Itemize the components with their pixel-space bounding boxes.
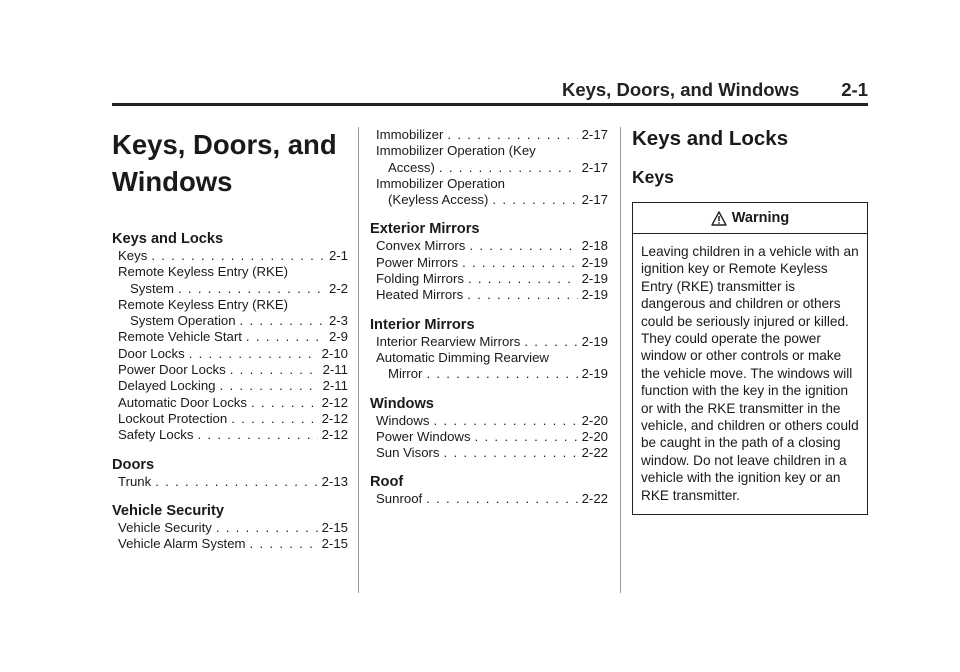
toc-section-title: Doors xyxy=(112,456,155,473)
toc-entry-label: Windows xyxy=(376,412,430,428)
toc-entry[interactable] xyxy=(118,427,348,443)
toc-leader-dots xyxy=(250,536,318,552)
toc-entry-label: Access) xyxy=(388,159,435,175)
toc-entry-list xyxy=(370,334,608,383)
toc-page-number: 2-11 xyxy=(322,378,348,394)
toc-entry-label: Door Locks xyxy=(118,345,185,361)
warning-title: Warning xyxy=(731,210,790,226)
toc-section-title: Interior Mirrors xyxy=(370,316,475,333)
toc-entry-list xyxy=(370,491,608,507)
toc-leader-dots xyxy=(178,281,325,297)
toc-entry[interactable] xyxy=(118,520,348,536)
toc-entry-label: Mirror xyxy=(388,366,423,382)
toc-entry[interactable] xyxy=(118,362,348,378)
toc-entry-label: System Operation xyxy=(130,313,236,329)
toc-leader-dots xyxy=(240,313,325,329)
toc-entry[interactable] xyxy=(118,378,348,394)
toc-entry[interactable] xyxy=(118,346,348,362)
toc-entry-label: Trunk xyxy=(118,473,152,489)
toc-entry-label: Convex Mirrors xyxy=(376,238,466,254)
toc-entry-label: Automatic Door Locks xyxy=(118,394,247,410)
toc-entry[interactable] xyxy=(376,143,608,176)
toc-entry-list xyxy=(370,413,608,462)
toc-page-number: 2-3 xyxy=(328,313,348,329)
toc-entry[interactable] xyxy=(118,411,348,427)
toc-page-number: 2-15 xyxy=(321,519,348,535)
toc-leader-dots xyxy=(151,248,325,264)
toc-section-title: Keys and Locks xyxy=(112,231,224,247)
toc-leader-dots xyxy=(426,366,577,382)
toc-page-number: 2-10 xyxy=(321,345,348,361)
toc-entry-label: Keys xyxy=(118,248,148,263)
toc-entry-list xyxy=(370,127,608,208)
toc-page-number: 2-17 xyxy=(581,127,608,142)
toc-leader-dots xyxy=(155,474,317,490)
toc-entry-label: Heated Mirrors xyxy=(376,287,464,303)
toc-leader-dots xyxy=(475,429,578,445)
toc-leader-dots xyxy=(467,287,577,303)
toc-leader-dots xyxy=(444,445,578,461)
toc-entry-label: Remote Vehicle Start xyxy=(118,329,242,345)
toc-entry-label: Remote Keyless Entry (RKE) xyxy=(118,296,289,312)
header-chapter-title: Keys, Doors, and Windows xyxy=(561,79,800,100)
toc-entry-label: Delayed Locking xyxy=(118,378,216,394)
toc-entry-list xyxy=(370,238,608,303)
toc-page-number: 2-1 xyxy=(328,248,348,263)
toc-entry-label: Automatic Dimming Rearview xyxy=(376,349,549,365)
page-header xyxy=(112,79,868,105)
toc-section-title: Vehicle Security xyxy=(112,502,224,519)
toc-leader-dots xyxy=(524,334,577,350)
toc-leader-dots xyxy=(439,160,578,176)
toc-entry[interactable] xyxy=(118,297,348,330)
toc-entry[interactable] xyxy=(376,127,608,143)
header-page-number: 2-1 xyxy=(841,79,868,100)
toc-entry-label: Interior Rearview Mirrors xyxy=(376,333,521,349)
toc-entry-label: Immobilizer xyxy=(376,127,444,142)
toc-page-number: 2-22 xyxy=(581,445,608,461)
warning-triangle-icon xyxy=(711,211,727,226)
header-rule xyxy=(112,103,868,106)
toc-entry[interactable] xyxy=(376,271,608,287)
toc-page-number: 2-19 xyxy=(581,287,608,303)
toc-entry[interactable] xyxy=(118,474,348,490)
toc-entry-label: Remote Keyless Entry (RKE) xyxy=(118,264,289,280)
toc-leader-dots xyxy=(220,378,319,394)
toc-entry[interactable] xyxy=(118,395,348,411)
toc-page-number: 2-9 xyxy=(328,329,348,345)
subsection-heading: Keys xyxy=(632,167,674,187)
toc-leader-dots xyxy=(468,271,578,287)
toc-entry[interactable] xyxy=(376,350,608,383)
toc-page-number: 2-17 xyxy=(581,159,608,175)
toc-page-number: 2-19 xyxy=(581,333,608,349)
toc-entry-label: Safety Locks xyxy=(118,427,194,443)
toc-page-number: 2-15 xyxy=(321,536,348,552)
toc-entry[interactable] xyxy=(376,287,608,303)
toc-entry-list xyxy=(112,474,348,490)
toc-entry[interactable] xyxy=(376,255,608,271)
toc-page-number: 2-19 xyxy=(581,254,608,270)
toc-leader-dots xyxy=(469,238,577,254)
toc-page-number: 2-19 xyxy=(581,366,608,382)
toc-leader-dots xyxy=(216,520,318,536)
toc-entry[interactable] xyxy=(118,536,348,552)
toc-leader-dots xyxy=(189,346,318,362)
toc-page-number: 2-11 xyxy=(322,362,348,378)
toc-entry-label: System xyxy=(130,280,174,296)
toc-entry[interactable] xyxy=(376,413,608,429)
toc-section-title: Exterior Mirrors xyxy=(370,221,480,238)
toc-entry-list xyxy=(112,520,348,553)
toc-entry[interactable] xyxy=(376,334,608,350)
toc-page-number: 2-18 xyxy=(581,238,608,254)
toc-entry-label: Vehicle Alarm System xyxy=(118,536,246,552)
toc-entry-label: Lockout Protection xyxy=(118,410,228,426)
toc-page-number: 2-2 xyxy=(328,280,348,296)
toc-entry-label: Power Windows xyxy=(376,428,471,444)
toc-leader-dots xyxy=(246,329,325,345)
toc-entry-label: Vehicle Security xyxy=(118,519,212,535)
toc-entry[interactable] xyxy=(376,491,608,507)
toc-page-number: 2-19 xyxy=(581,271,608,287)
toc-leader-dots xyxy=(462,255,578,271)
toc-entry-label: Immobilizer Operation (Key xyxy=(376,143,536,159)
warning-header xyxy=(633,203,867,234)
toc-section-title: Roof xyxy=(370,474,404,491)
toc-leader-dots xyxy=(426,491,577,507)
section-heading: Keys and Locks xyxy=(632,127,789,150)
toc-entry[interactable] xyxy=(376,445,608,461)
toc-entry[interactable] xyxy=(118,329,348,345)
toc-entry-list xyxy=(112,248,348,444)
toc-leader-dots xyxy=(230,362,319,378)
toc-entry[interactable] xyxy=(376,429,608,445)
toc-entry-label: Immobilizer Operation xyxy=(376,175,505,191)
toc-entry-label: Power Mirrors xyxy=(376,254,459,270)
toc-leader-dots xyxy=(434,413,578,429)
body-column xyxy=(632,126,868,515)
toc-page-number: 2-12 xyxy=(321,427,348,443)
toc-column-1 xyxy=(112,126,348,552)
toc-page-number: 2-12 xyxy=(321,394,348,410)
toc-entry-label: Sun Visors xyxy=(376,445,440,461)
toc-entry-label: (Keyless Access) xyxy=(388,192,489,208)
warning-box xyxy=(632,202,868,515)
toc-entry-label: Sunroof xyxy=(376,491,423,507)
toc-page-number: 2-13 xyxy=(321,473,348,489)
toc-entry-label: Power Door Locks xyxy=(118,362,226,378)
toc-page-number: 2-12 xyxy=(321,410,348,426)
toc-leader-dots xyxy=(447,127,577,143)
toc-page-number: 2-22 xyxy=(581,491,608,507)
toc-leader-dots xyxy=(251,395,318,411)
column-divider-right xyxy=(620,127,621,593)
warning-text: Leaving children in a vehicle with an ignition key or Remote Keyless Entry (RKE) transmitter is dangerous and children or others could be seriously injured or killed. They could operate the power window or other controls or make the vehicle move. The windows will function with the key in the ignition or with the RKE transmitter in the vehicle, and children or others could be caught in the path of a closing window. Do not leave children in a vehicle with the ignition key or an RKE transmitter. xyxy=(641,244,859,503)
chapter-title: Keys, Doors, and Windows xyxy=(112,129,337,197)
toc-page-number: 2-20 xyxy=(581,412,608,428)
toc-entry[interactable] xyxy=(118,248,348,264)
toc-entry[interactable] xyxy=(376,176,608,209)
toc-leader-dots xyxy=(198,427,318,443)
toc-leader-dots xyxy=(231,411,317,427)
toc-page-number: 2-20 xyxy=(581,428,608,444)
toc-column-2 xyxy=(370,127,608,508)
toc-page-number: 2-17 xyxy=(581,192,608,208)
toc-entry[interactable] xyxy=(118,264,348,297)
column-divider-left xyxy=(358,127,359,593)
toc-entry-label: Folding Mirrors xyxy=(376,271,464,287)
toc-entry[interactable] xyxy=(376,238,608,254)
toc-section-title: Windows xyxy=(370,395,434,412)
toc-leader-dots xyxy=(492,192,577,208)
